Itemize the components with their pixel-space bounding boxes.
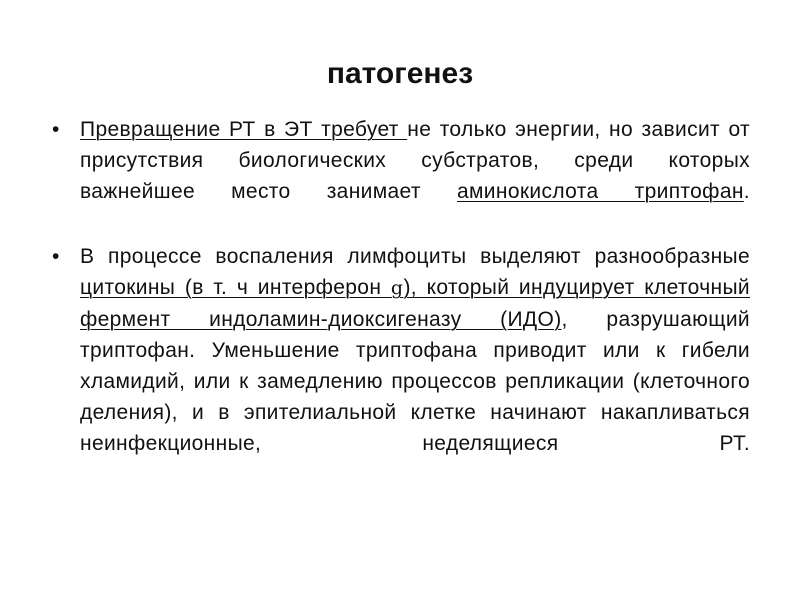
bullet-item-rt-to-et: [52, 114, 750, 238]
slide-title: патогенез: [326, 57, 474, 90]
bullet-list: [52, 114, 750, 493]
bullet-text-end: , разрушающий триптофан. Уменьшение триптофана приводит или к гибели хламидий, или к замедлению процессов репликации (клеточного деления), и в эпителиальной клетке начинают накапливаться неинфекционные, неделящиеся РТ.: [80, 308, 750, 455]
underlined-phrase-cytokines: цитокины (в т. ч интерферон: [80, 276, 391, 299]
bullet-text: не только энергии, но зависит от присутствия биологических субстратов, среди которых важнейшее место занимает: [80, 118, 751, 203]
gamma-symbol: g: [390, 277, 404, 299]
bullet-item-inflammation: [52, 241, 750, 490]
bullet-dot-icon: •: [52, 245, 60, 268]
underlined-phrase-ido: ), который индуцирует клеточный фермент индоламин-диоксигеназу (ИДО): [80, 276, 750, 331]
underlined-phrase-rt-to-et: Превращение РТ в ЭТ требует: [80, 118, 408, 141]
bullet-text: В процессе воспаления лимфоциты выделяют разнообразные: [80, 245, 750, 268]
underlined-phrase-tryptophan: аминокислота триптофан: [456, 180, 744, 203]
bullet-dot-icon: •: [52, 118, 60, 141]
bullet-text-end: .: [743, 180, 750, 203]
